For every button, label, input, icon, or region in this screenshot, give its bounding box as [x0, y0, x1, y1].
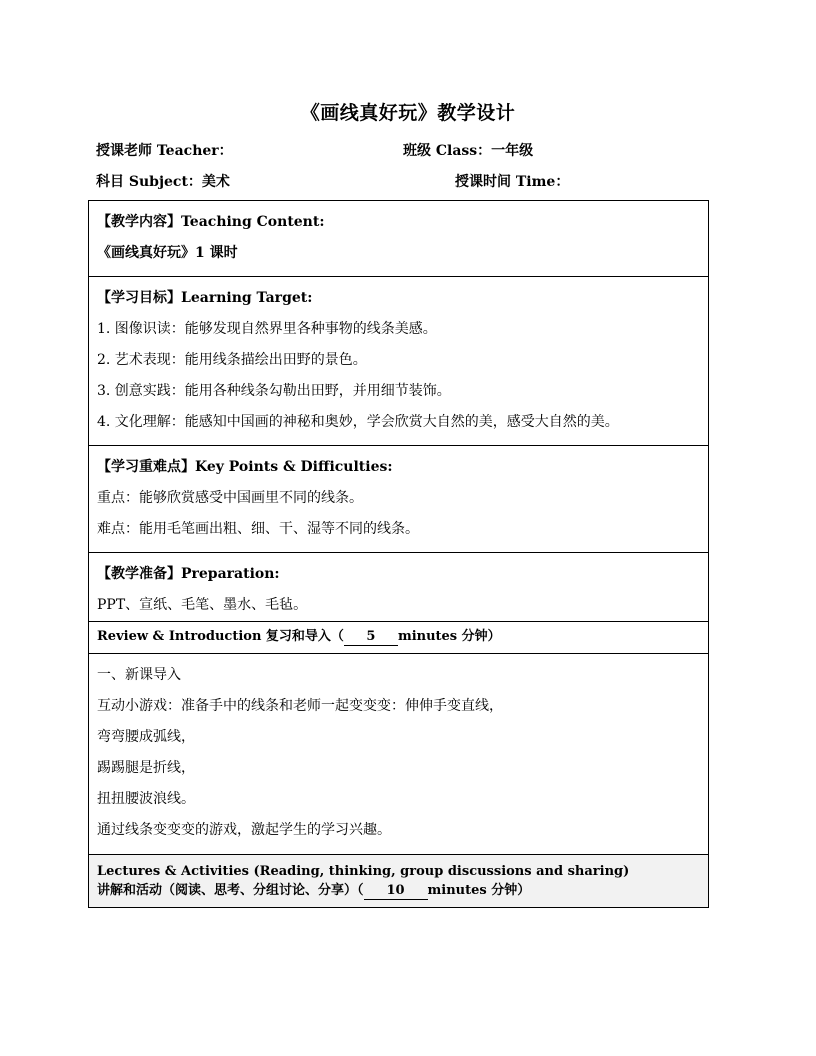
- keypoint-line: 难点：能用毛笔画出粗、细、干、湿等不同的线条。: [97, 521, 419, 537]
- lectures-heading-en: Lectures & Activities (Reading, thinking, group discussions and sharing): [97, 864, 630, 879]
- learning-target-section: [89, 277, 708, 446]
- review-minutes: 5: [344, 628, 398, 646]
- class-field: 班级 Class：一年级: [403, 143, 534, 159]
- section-header: [97, 283, 700, 314]
- section-label-cn: 【学习目标】: [97, 290, 181, 306]
- teacher-field: 授课老师 Teacher：: [96, 143, 233, 159]
- keypoint-line: 重点：能够欣赏感受中国画里不同的线条。: [97, 490, 363, 506]
- lectures-heading-cn: [97, 881, 700, 900]
- section-label-en: Learning Target:: [181, 290, 313, 306]
- section-header: [97, 207, 700, 238]
- lectures-suffix: minutes 分钟）: [427, 883, 531, 898]
- target-line: 2. 艺术表现：能用线条描绘出田野的景色。: [97, 352, 367, 368]
- lectures-prefix: 讲解和活动（阅读、思考、分组讨论、分享）（: [97, 883, 364, 898]
- review-prefix: Review & Introduction 复习和导入（: [97, 629, 344, 644]
- intro-line: 一、新课导入: [97, 667, 181, 683]
- document-title: 《画线真好玩》教学设计: [300, 102, 516, 124]
- target-line: 1. 图像识读：能够发现自然界里各种事物的线条美感。: [97, 321, 437, 337]
- intro-line: 弯弯腰成弧线，: [97, 729, 195, 745]
- preparation-line: PPT、宣纸、毛笔、墨水、毛毡。: [97, 597, 308, 613]
- intro-line: 扭扭腰波浪线。: [97, 791, 195, 807]
- review-heading: [97, 627, 700, 647]
- section-label-en: Teaching Content:: [181, 214, 325, 230]
- section-header: [97, 452, 700, 483]
- time-field: 授课时间 Time：: [455, 174, 570, 190]
- section-label-cn: 【学习重难点】: [97, 459, 195, 475]
- intro-line: 通过线条变变变的游戏，激起学生的学习兴趣。: [97, 822, 391, 838]
- subject-field: 科目 Subject：美术: [96, 174, 230, 190]
- section-label-en: Preparation:: [181, 566, 280, 582]
- section-label-cn: 【教学内容】: [97, 214, 181, 230]
- target-line: 4. 文化理解：能感知中国画的神秘和奥妙，学会欣赏大自然的美，感受大自然的美。: [97, 414, 619, 430]
- new-lesson-intro-section: [89, 654, 708, 855]
- preparation-section: [89, 553, 708, 622]
- teaching-content-section: [89, 201, 708, 277]
- section-header: [97, 559, 700, 590]
- review-introduction-row: [89, 622, 708, 654]
- section-label-en: Key Points & Difficulties:: [195, 459, 393, 475]
- lesson-plan-table: [88, 200, 709, 908]
- content-line: 《画线真好玩》1 课时: [97, 245, 238, 261]
- key-points-section: [89, 446, 708, 553]
- lectures-minutes: 10: [364, 882, 428, 900]
- intro-line: 踢踢腿是折线，: [97, 760, 195, 776]
- section-label-cn: 【教学准备】: [97, 566, 181, 582]
- review-suffix: minutes 分钟）: [397, 629, 501, 644]
- lectures-activities-row: [89, 855, 708, 907]
- intro-line: 互动小游戏：准备手中的线条和老师一起变变变：伸伸手变直线，: [97, 698, 503, 714]
- target-line: 3. 创意实践：能用各种线条勾勒出田野，并用细节装饰。: [97, 383, 451, 399]
